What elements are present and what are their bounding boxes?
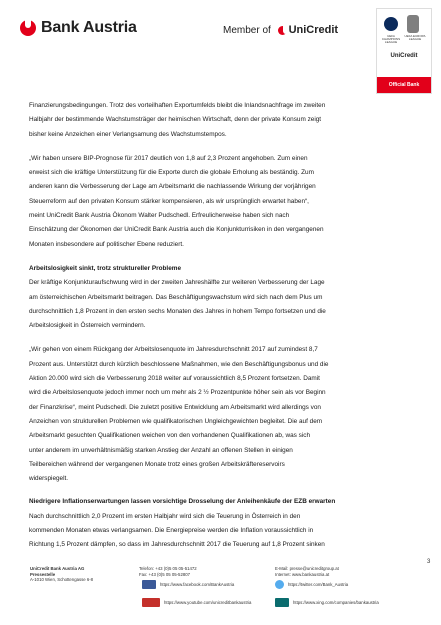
bank-austria-logo[interactable] [20, 19, 137, 37]
footer-company: UniCredit Bank Austria AG [30, 566, 85, 571]
twitter-icon [275, 580, 284, 589]
member-of-unicredit [223, 24, 338, 36]
paragraph: Finanzierungsbedingungen. Trotz des vorteilhaften Exportumfelds bleibt die Inlandsnachfrage im zweiten Halbjahr der bestimmende Wachstumsträger der heimischen Wirtschaft, denn der private Konsum zeigt bisher keine Anzeichen einer Verlangsamung des Wachstumstempos. [29, 102, 326, 138]
facebook-link[interactable]: https://www.facebook.com/BankAustria [142, 580, 234, 589]
member-brand: UniCredit [288, 24, 339, 36]
badge-right-text: UEFA EUROPA LEAGUE [404, 34, 426, 41]
footer-address [30, 566, 93, 583]
facebook-icon [142, 580, 156, 589]
europa-league-icon [407, 15, 419, 33]
footer-fax: Fax: +43 (0)5 05 05-52807 [139, 571, 191, 577]
badge-left-text: UEFA CHAMPIONS LEAGUE [381, 34, 401, 44]
footer-internet[interactable]: Internet: www.bankaustria.at [275, 571, 330, 577]
article-body [29, 99, 414, 553]
member-prefix: Member of [223, 25, 271, 36]
badge-label: Official Bank [377, 77, 431, 93]
footer-email[interactable]: E-Mail: presse@unicreditgroup.at [275, 566, 339, 571]
footer-online [275, 566, 339, 577]
paragraph: Der kräftige Konjunkturaufschwung wird in der zweiten Jahreshälfte zur weiteren Verbesserung der Lage am österreichischen Arbeitsmarkt beitragen. Das Beschäftigungswachstum wird sich nach dem Plus um durchschnittlich 1,8 Prozent in den ersten sechs Monaten des Jahres in hohem Tempo fortsetzen und die Arbeitslosigkeit in Österreich vermindern. [29, 279, 326, 330]
youtube-link[interactable]: https://www.youtube.com/unicreditbankaustria [142, 598, 251, 607]
page-header [0, 0, 441, 100]
page-number: 3 [427, 559, 431, 565]
logo-text: Bank Austria [41, 19, 137, 36]
paragraph: „Wir haben unsere BIP-Prognose für 2017 deutlich von 1,8 auf 2,3 Prozent angehoben. Zum einen erweist sich die kräftige Unterstützung für die Exporte durch die globale Erholung als beständig. Zum anderen kann die Verbesserung der Lage am Arbeitsmarkt die nachlassende Wirkung der vorjährigen Steuerreform auf den privaten Konsum stärker kompensieren, als wir ursprünglich erwartet haben“, meint UniCredit Bank Austria Ökonom Walter Pudschedl. Erfreulicherweise haben sich nach Einschätzung der Ökonomen der UniCredit Bank Austria auch die Konjunkturrisiken in den vergangenen Monaten insbesondere auf politischer Ebene reduziert. [29, 154, 324, 248]
footer-dept: Pressestelle [30, 571, 56, 577]
footer-contact [139, 566, 197, 577]
youtube-icon [142, 598, 160, 607]
section-heading: Niedrigere Inflationserwartungen lassen vorsichtige Drosselung der Anleihenkäufe der EZB erwarten [29, 498, 336, 506]
official-bank-badge [376, 8, 432, 94]
twitter-link[interactable]: https://twitter.com/Bank_Austria [275, 580, 348, 589]
xing-link[interactable]: https://www.xing.com/companies/bankaustria [275, 598, 379, 607]
unicredit-small-mark-icon [278, 26, 287, 35]
champions-league-icon [384, 17, 398, 31]
paragraph: Nach durchschnittlich 2,0 Prozent im ersten Halbjahr wird sich die Teuerung in Österreich in den kommenden Monaten etwas verlangsamen. Die Energiepreise werden die Inflation voraussichtlich in Richtung 1,5 Prozent dämpfen, so dass im Jahresdurchschnitt 2017 die Teuerung auf 1,8 Prozent sinken [29, 512, 325, 549]
badge-brand: UniCredit [390, 53, 418, 59]
footer-street: A-1010 Wien, Schottengasse 6-8 [30, 577, 94, 583]
section-heading: Arbeitslosigkeit sinkt, trotz struktureller Probleme [29, 264, 181, 272]
unicredit-mark-icon [20, 20, 36, 36]
paragraph: „Wir gehen von einem Rückgang der Arbeitslosenquote im Jahresdurchschnitt 2017 auf zumindest 8,7 Prozent aus. Unterstützt durch kürzlich beschlossene Maßnahmen, wie den Beschäftigungsbonus und die Aktion 20.000 wird sich die Verbesserung 2018 weiter auf voraussichtlich 8,5 Prozent fortsetzen. Damit wird die Arbeitslosenquote jedoch immer noch um mehr als 2 ½ Prozentpunkte höher sein als vor Beginn der Finanzkrise“, meint Pudschedl. Die zuletzt positive Entwicklung am Arbeitsmarkt wird allerdings von Anzeichen von strukturellen Problemen wie qualifikatorischen Ungleichgewichten begleitet. Die auf dem Arbeitsmarkt gesuchten Qualifikationen weichen von den vorhandenen Qualifikationen ab, was sich unter anderem im unverhältnismäßig starken Anstieg der Anzahl an offenen Stellen in einigen Teilbereichen während der vergangenen Monate trotz eines großen Arbeitskräftereservoirs widerspiegelt. [29, 346, 329, 483]
xing-icon [275, 598, 289, 607]
footer-phone: Telefon: +43 (0)5 05 05-51472 [139, 566, 197, 571]
